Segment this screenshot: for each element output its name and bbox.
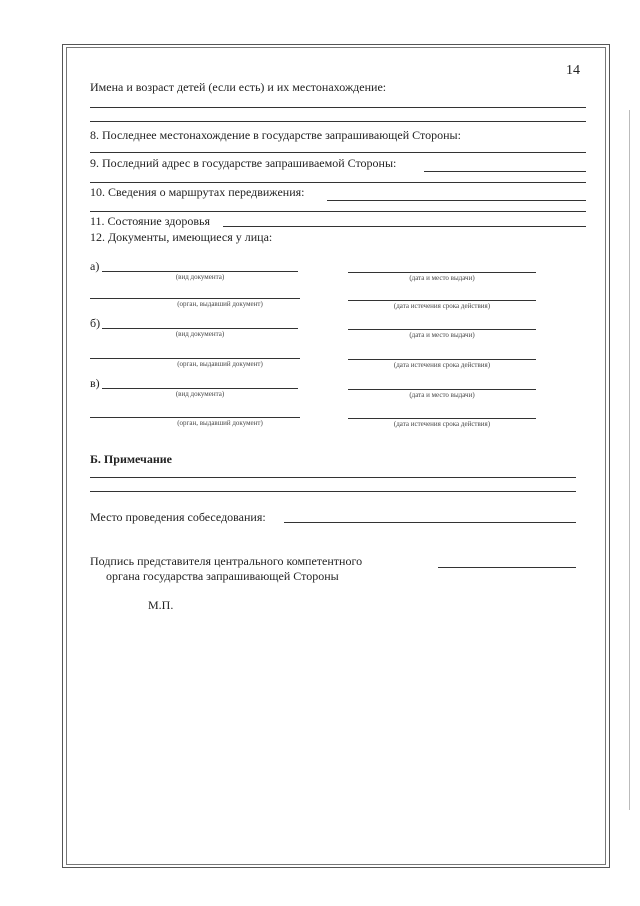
- doc-c-expiry-line[interactable]: [348, 418, 536, 419]
- health-line[interactable]: [223, 226, 586, 227]
- routes-label: 10. Сведения о маршрутах передвижения:: [90, 185, 305, 199]
- doc-c-issue-line[interactable]: [348, 389, 536, 390]
- doc-letter-a: а): [90, 259, 100, 273]
- note-line-2[interactable]: [90, 491, 576, 492]
- doc-a-issue-caption: (дата и место выдачи): [409, 274, 475, 282]
- last-address-line-2[interactable]: [90, 182, 586, 183]
- last-location-label: 8. Последнее местонахождение в государстве запрашивающей Стороны:: [90, 128, 461, 142]
- doc-a-expiry-caption: (дата истечения срока действия): [393, 302, 491, 310]
- signature-line[interactable]: [438, 567, 576, 568]
- doc-b-expiry-caption: (дата истечения срока действия): [393, 361, 491, 369]
- scan-edge: [629, 110, 630, 810]
- health-label: 11. Состояние здоровья: [90, 214, 211, 228]
- children-line-1[interactable]: [90, 107, 586, 108]
- doc-c-type-line[interactable]: [102, 388, 298, 389]
- doc-b-issue-line[interactable]: [348, 329, 536, 330]
- last-address-label: 9. Последний адрес в государстве запрашиваемой Стороны:: [90, 156, 397, 170]
- doc-letter-c: в): [90, 376, 100, 390]
- page-number: 14: [566, 63, 580, 78]
- interview-place-label: Место проведения собеседования:: [90, 510, 266, 524]
- doc-c-type-caption: (вид документа): [175, 390, 225, 398]
- note-line-1[interactable]: [90, 477, 576, 478]
- doc-c-expiry-caption: (дата истечения срока действия): [393, 420, 491, 428]
- note-heading: Б. Примечание: [90, 452, 172, 466]
- children-line-2[interactable]: [90, 121, 586, 122]
- doc-c-issuer-caption: (орган, выдавший документ): [177, 419, 263, 427]
- doc-a-issuer-line[interactable]: [90, 298, 300, 299]
- doc-letter-b: б): [90, 316, 101, 330]
- doc-a-expiry-line[interactable]: [348, 300, 536, 301]
- interview-place-line[interactable]: [284, 522, 576, 523]
- routes-line-2[interactable]: [90, 211, 586, 212]
- doc-a-type-line[interactable]: [102, 271, 298, 272]
- signature-label-2: органа государства запрашивающей Стороны: [106, 569, 339, 583]
- routes-line-1[interactable]: [327, 200, 586, 201]
- doc-b-issuer-line[interactable]: [90, 358, 300, 359]
- doc-a-issue-line[interactable]: [348, 272, 536, 273]
- doc-b-issue-caption: (дата и место выдачи): [409, 331, 475, 339]
- last-location-line[interactable]: [90, 152, 586, 153]
- children-label: Имена и возраст детей (если есть) и их местонахождение:: [90, 80, 387, 94]
- doc-a-issuer-caption: (орган, выдавший документ): [177, 300, 263, 308]
- doc-b-issuer-caption: (орган, выдавший документ): [177, 360, 263, 368]
- documents-label: 12. Документы, имеющиеся у лица:: [90, 230, 273, 244]
- signature-label-1: Подпись представителя центрального компетентного: [90, 554, 363, 568]
- doc-b-type-caption: (вид документа): [175, 330, 225, 338]
- doc-b-type-line[interactable]: [102, 328, 298, 329]
- doc-a-type-caption: (вид документа): [175, 273, 225, 281]
- doc-c-issuer-line[interactable]: [90, 417, 300, 418]
- doc-c-issue-caption: (дата и место выдачи): [409, 391, 475, 399]
- seal-label: М.П.: [148, 598, 174, 612]
- doc-b-expiry-line[interactable]: [348, 359, 536, 360]
- last-address-line-1[interactable]: [424, 171, 586, 172]
